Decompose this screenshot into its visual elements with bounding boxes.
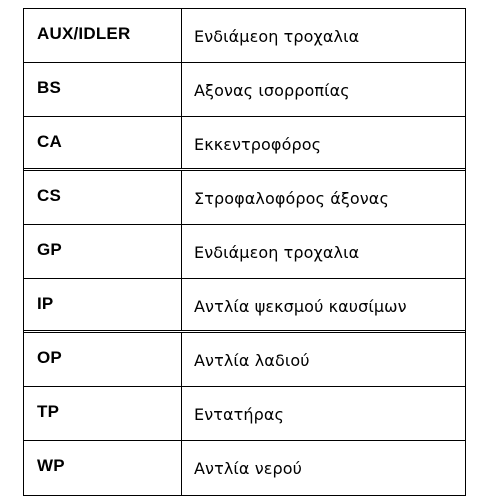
table-row <box>24 441 465 495</box>
abbreviation-code: IP <box>24 279 182 330</box>
table-row <box>24 9 465 63</box>
abbreviation-code: BS <box>24 63 182 116</box>
abbreviation-description: Αξονας ισορροπίας <box>194 81 350 100</box>
abbreviation-code: TP <box>24 387 182 440</box>
table-row <box>24 279 465 333</box>
abbreviation-code: OP <box>24 333 182 386</box>
abbreviation-code: WP <box>24 441 182 495</box>
abbreviation-table <box>23 8 466 496</box>
abbreviation-code: CA <box>24 117 182 168</box>
abbreviation-description: Στροφαλοφόρος άξονας <box>194 189 389 208</box>
table-row <box>24 63 465 117</box>
abbreviation-code: AUX/IDLER <box>24 9 182 62</box>
abbreviation-code: CS <box>24 171 182 224</box>
abbreviation-code: GP <box>24 225 182 278</box>
table-row <box>24 387 465 441</box>
abbreviation-description: Εκκεντροφόρος <box>194 135 322 154</box>
abbreviation-description: Ενδιάμεοη τροχαλια <box>194 243 360 262</box>
abbreviation-description: Αντλία λαδιού <box>194 351 310 370</box>
abbreviation-description: Ενδιάμεοη τροχαλια <box>194 27 360 46</box>
table-row <box>24 171 465 225</box>
table-row <box>24 117 465 171</box>
abbreviation-description: Αντλία ψεκσμού καυσίμων <box>194 297 407 316</box>
abbreviation-description: Αντλία νερού <box>194 459 303 478</box>
abbreviation-description: Εντατήρας <box>194 405 284 424</box>
table-row <box>24 225 465 279</box>
table-row <box>24 333 465 387</box>
